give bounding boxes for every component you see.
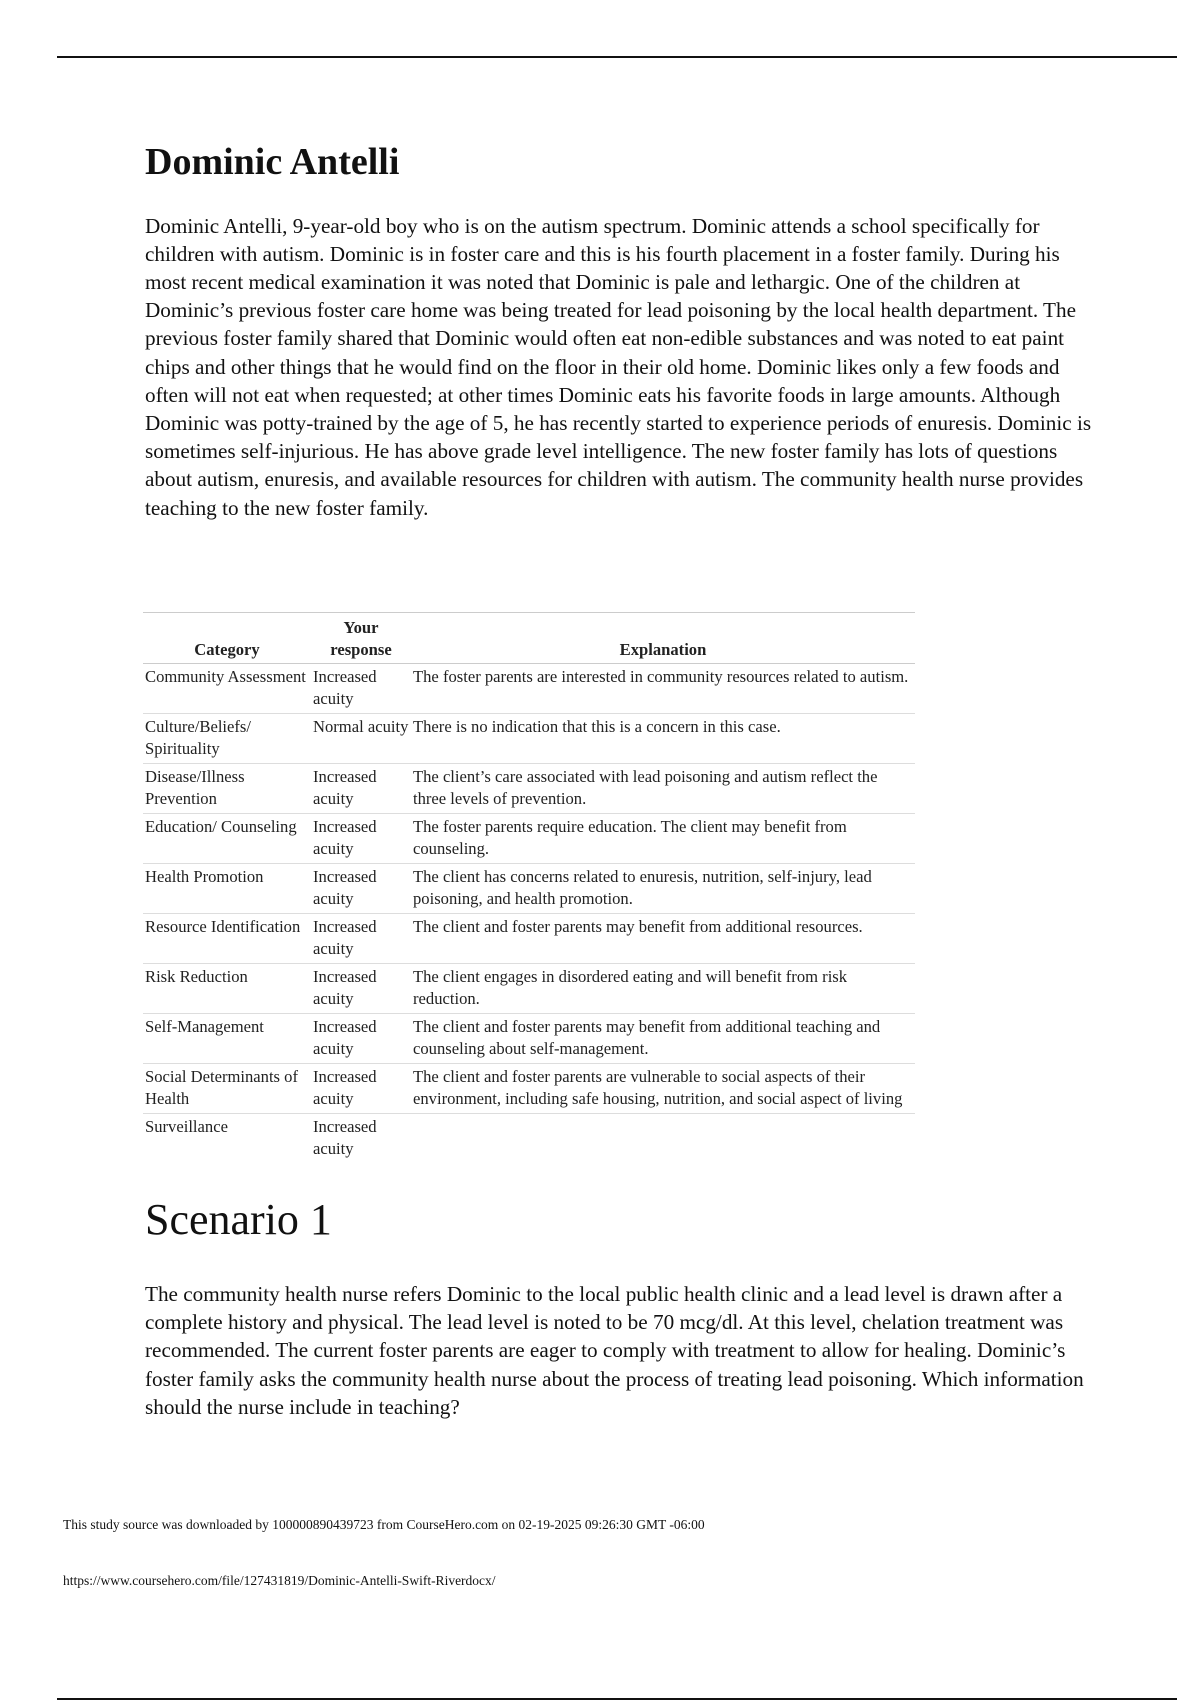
row-explanation: The client has concerns related to enuresis, nutrition, self-injury, lead poisoning, and health promotion. bbox=[411, 864, 915, 914]
row-category: Health Promotion bbox=[143, 864, 311, 914]
table-row bbox=[143, 1064, 915, 1114]
header-response-line1: Your bbox=[343, 618, 379, 637]
row-response: Increased acuity bbox=[311, 964, 411, 1014]
scenario-text: The community health nurse refers Dominic to the local public health clinic and a lead level is drawn after a complete history and physical. The lead level is noted to be 70 mcg/dl. At this level, chelation treatment was recommended. The current foster parents are eager to comply with treatment to allow for healing. Dominic’s foster family asks the community health nurse about the process of treating lead poisoning. Which information should the nurse include in teaching? bbox=[145, 1282, 1084, 1419]
row-response: Increased acuity bbox=[311, 1064, 411, 1114]
table-row bbox=[143, 964, 915, 1014]
case-description: Dominic Antelli, 9-year-old boy who is on the autism spectrum. Dominic attends a school specifically for children with autism. Dominic is in foster care and this is his fourth placement in a foster family. During his most recent medical examination it was noted that Dominic is pale and lethargic. One of the children at Dominic’s previous foster care home was being treated for lead poisoning by the local health department. The previous foster family shared that Dominic would often eat non-edible substances and was noted to eat paint chips and other things that he would find on the floor in their old home. Dominic likes only a few foods and often will not eat when requested; at other times Dominic eats his favorite foods in large amounts. Although Dominic was potty-trained by the age of 5, he has recently started to experience periods of enuresis. Dominic is sometimes self-injurious. He has above grade level intelligence. The new foster family has lots of questions about autism, enuresis, and available resources for children with autism. The community health nurse provides teaching to the new foster family. bbox=[145, 213, 1092, 520]
row-category: Community Assessment bbox=[143, 664, 311, 714]
row-category: Culture/Beliefs/ Spirituality bbox=[143, 714, 311, 764]
table-header-row bbox=[143, 613, 915, 664]
download-source-note: This study source was downloaded by 100000890439723 from CourseHero.com on 02-19-2025 09:26:30 GMT -06:00 bbox=[63, 1517, 705, 1532]
table-row bbox=[143, 1014, 915, 1064]
row-explanation: The client engages in disordered eating and will benefit from risk reduction. bbox=[411, 964, 915, 1014]
row-response: Increased acuity bbox=[311, 914, 411, 964]
row-category: Disease/Illness Prevention bbox=[143, 764, 311, 814]
top-rule bbox=[57, 56, 1177, 58]
table-row bbox=[143, 1114, 915, 1164]
row-category: Resource Identification bbox=[143, 914, 311, 964]
document-body bbox=[145, 140, 1095, 522]
row-explanation bbox=[411, 1114, 915, 1164]
row-category: Surveillance bbox=[145, 1117, 228, 1136]
row-response: Normal acuity bbox=[311, 714, 411, 764]
header-response-line2: response bbox=[330, 640, 392, 659]
table-row bbox=[143, 814, 915, 864]
table-row bbox=[143, 664, 915, 714]
row-category: Risk Reduction bbox=[143, 964, 311, 1014]
page-title: Dominic Antelli bbox=[145, 141, 400, 183]
row-explanation: The foster parents require education. The client may benefit from counseling. bbox=[411, 814, 915, 864]
row-response: Increased acuity bbox=[313, 1117, 377, 1158]
row-explanation: The client and foster parents are vulnerable to social aspects of their environment, including safe housing, nutrition, and social aspect of living bbox=[411, 1064, 915, 1114]
header-category: Category bbox=[143, 613, 311, 664]
source-url-link[interactable]: https://www.coursehero.com/file/127431819/Dominic-Antelli-Swift-Riverdocx/ bbox=[63, 1573, 496, 1588]
row-response: Increased acuity bbox=[311, 814, 411, 864]
row-response: Increased acuity bbox=[311, 764, 411, 814]
row-explanation: There is no indication that this is a concern in this case. bbox=[411, 714, 915, 764]
row-response: Increased acuity bbox=[311, 1014, 411, 1064]
row-category: Social Determinants of Health bbox=[143, 1064, 311, 1114]
row-category: Self-Management bbox=[143, 1014, 311, 1064]
row-explanation: The client and foster parents may benefit from additional resources. bbox=[411, 914, 915, 964]
header-explanation: Explanation bbox=[411, 613, 915, 664]
table-row bbox=[143, 714, 915, 764]
table-row bbox=[143, 764, 915, 814]
row-category: Education/ Counseling bbox=[143, 814, 311, 864]
row-explanation: The client’s care associated with lead poisoning and autism reflect the three levels of prevention. bbox=[411, 764, 915, 814]
header-response bbox=[311, 613, 411, 664]
scenario-heading: Scenario 1 bbox=[145, 1195, 332, 1244]
table-row bbox=[143, 864, 915, 914]
row-response: Increased acuity bbox=[311, 664, 411, 714]
row-explanation: The client and foster parents may benefit from additional teaching and counseling about self-management. bbox=[411, 1014, 915, 1064]
table-row bbox=[143, 914, 915, 964]
row-explanation: The foster parents are interested in community resources related to autism. bbox=[411, 664, 915, 714]
acuity-table bbox=[143, 612, 915, 1163]
row-response: Increased acuity bbox=[311, 864, 411, 914]
